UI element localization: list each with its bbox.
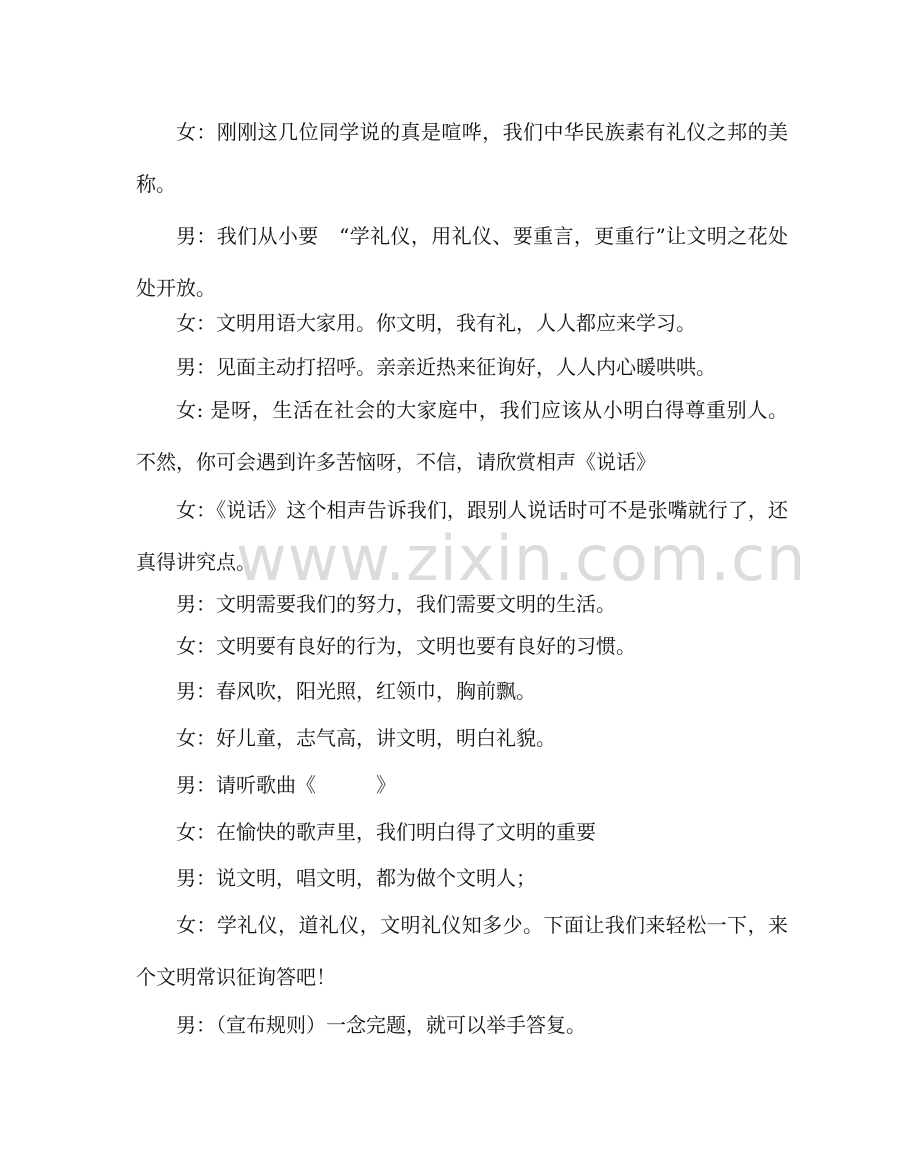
paragraph-9: 男：春风吹，阳光照，红领巾，胸前飘。	[176, 679, 536, 703]
paragraph-15: 男：（宣布规则）一念完题，就可以举手答复。	[176, 1013, 586, 1037]
paragraph-14: 女：学礼仪，道礼仪，文明礼仪知多少。下面让我们来轻松一下，来个文明常识征询答吧！	[136, 913, 788, 989]
paragraph-3: 女：文明用语大家用。你文明，我有礼，人人都应来学习。	[176, 311, 696, 335]
paragraph-8: 女：文明要有良好的行为，文明也要有良好的习惯。	[176, 634, 636, 658]
paragraph-6: 女：《说话》这个相声告诉我们，跟别人说话时可不是张嘴就行了，还真得讲究点。	[136, 498, 788, 574]
paragraph-7: 男：文明需要我们的努力，我们需要文明的生活。	[176, 592, 616, 616]
paragraph-2: 男：我们从小要 “学礼仪，用礼仪、要重言，更重行”让文明之花处处开放。	[136, 224, 788, 300]
paragraph-10: 女：好儿童，志气高，讲文明，明白礼貌。	[176, 726, 556, 750]
paragraph-5: 女: 是呀，生活在社会的大家庭中，我们应该从小明白得尊重别人。不然，你可会遇到许多苦恼呀，不信，请欣赏相声《说话》	[136, 398, 788, 474]
paragraph-11: 男：请听歌曲《 》	[176, 773, 396, 797]
watermark-text: www.zixin.com.cn	[236, 522, 807, 595]
paragraph-13: 男：说文明，唱文明，都为做个文明人；	[176, 866, 536, 890]
paragraph-1: 女：刚刚这几位同学说的真是喧哗，我们中华民族素有礼仪之邦的美称。	[136, 120, 788, 196]
paragraph-12: 女：在愉快的歌声里，我们明白得了文明的重要	[176, 820, 596, 844]
paragraph-4: 男：见面主动打招呼。亲亲近热来征询好，人人内心暖哄哄。	[176, 355, 716, 379]
